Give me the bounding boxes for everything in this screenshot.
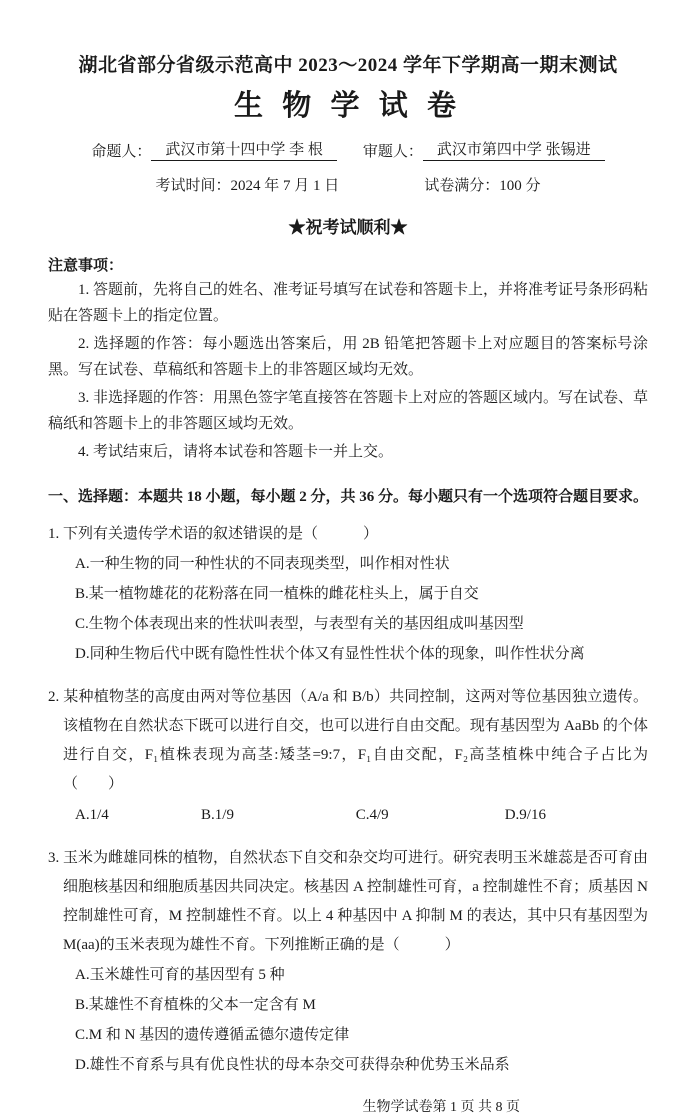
reviewer-label: 审题人： (362, 144, 423, 160)
question-1 (48, 520, 648, 669)
setter-value: 武汉市第十四中学 李 根 (151, 138, 337, 161)
question-option: D.同种生物后代中既有隐性性状个体又有显性性状个体的现象，叫作性状分离 (75, 646, 585, 662)
exam-title: 生 物 学 试 卷 (233, 90, 462, 122)
notice-item: 4. 考试结束后，请将本试卷和答题卡一并上交。 (78, 444, 394, 460)
reviewer-value: 武汉市第四中学 张锡进 (423, 138, 605, 161)
question-stem: 1. 下列有关遗传学术语的叙述错误的是（ ） (48, 526, 379, 542)
question-option: C.4/9 (355, 807, 389, 823)
section-heading: 一、选择题：本题共 18 小题，每小题 2 分，共 36 分。每小题只有一个选项符合题目要求。 (48, 489, 649, 505)
question-stem: 3. 玉米为雌雄同株的植物，自然状态下自交和杂交均可进行。研究表明玉米雄蕊是否可育由细胞核基因和细胞质基因共同决定。核基因 A 控制雄性可育，a 控制雄性不育；质基因 N 控制雄性可育，M 控制雄性不育。以上 4 种基因中 A 抑制 M 的表达，其中只有基因型为 M(aa)的玉米表现为雄性不育。下列推断正确的是（ ） (48, 850, 649, 953)
question-option: A.1/4 (75, 807, 109, 823)
setter-reviewer-line (48, 138, 648, 161)
wish-line: ★祝考试顺利★ (288, 218, 408, 237)
question-option: A.玉米雄性可育的基因型有 5 种 (75, 967, 285, 983)
question-option: A.一种生物的同一种性状的不同表现类型，叫作相对性状 (75, 556, 450, 572)
notice-item: 3. 非选择题的作答：用黑色签字笔直接答在答题卡上对应的答题区域内。写在试卷、草稿纸和答题卡上的非答题区域均无效。 (48, 390, 649, 432)
question-option: B.1/9 (201, 807, 234, 823)
notice-item: 1. 答题前，先将自己的姓名、准考证号填写在试卷和答题卡上，并将准考证号条形码粘贴在答题卡上的指定位置。 (48, 282, 649, 324)
setter-label: 命题人： (91, 144, 152, 160)
question-2 (48, 683, 648, 830)
question-3 (48, 844, 648, 1080)
exam-time: 考试时间：2024 年 7 月 1 日 (155, 178, 340, 194)
question-option: C.M 和 N 基因的遗传遵循孟德尔遗传定律 (75, 1027, 350, 1043)
time-score-line (48, 174, 648, 195)
notice-title: 注意事项： (48, 258, 124, 274)
question-stem: 2. 某种植物茎的高度由两对等位基因（A/a 和 B/b）共同控制，这两对等位基因独立遗传。该植物在自然状态下既可以进行自交，也可以进行自由交配。现有基因型为 AaBb 的个体进行自交，F₁植株表现为高茎:矮茎=9:7，F₁自由交配，F₂高茎植株中纯合子占比为（ ） (48, 689, 648, 792)
question-option: D.雄性不育系与具有优良性状的母本杂交可获得杂种优势玉米品系 (75, 1057, 510, 1073)
school-title: 湖北省部分省级示范高中 2023～2024 学年下学期高一期末测试 (78, 55, 618, 76)
question-option: D.9/16 (504, 807, 546, 823)
question-option: C.生物个体表现出来的性状叫表型，与表型有关的基因组成叫基因型 (75, 616, 524, 632)
question-option: B.某雄性不育植株的父本一定含有 M (75, 997, 316, 1013)
page-footer: 生物学试卷第 1 页 共 8 页 (362, 1100, 520, 1115)
question-option: B.某一植物雄花的花粉落在同一植株的雌花柱头上，属于自交 (75, 586, 479, 602)
notice-item: 2. 选择题的作答：每小题选出答案后，用 2B 铅笔把答题卡上对应题目的答案标号涂黑。写在试卷、草稿纸和答题卡上的非答题区域均无效。 (48, 336, 648, 378)
full-score: 试卷满分：100 分 (424, 178, 541, 194)
question-options-row (48, 800, 648, 830)
